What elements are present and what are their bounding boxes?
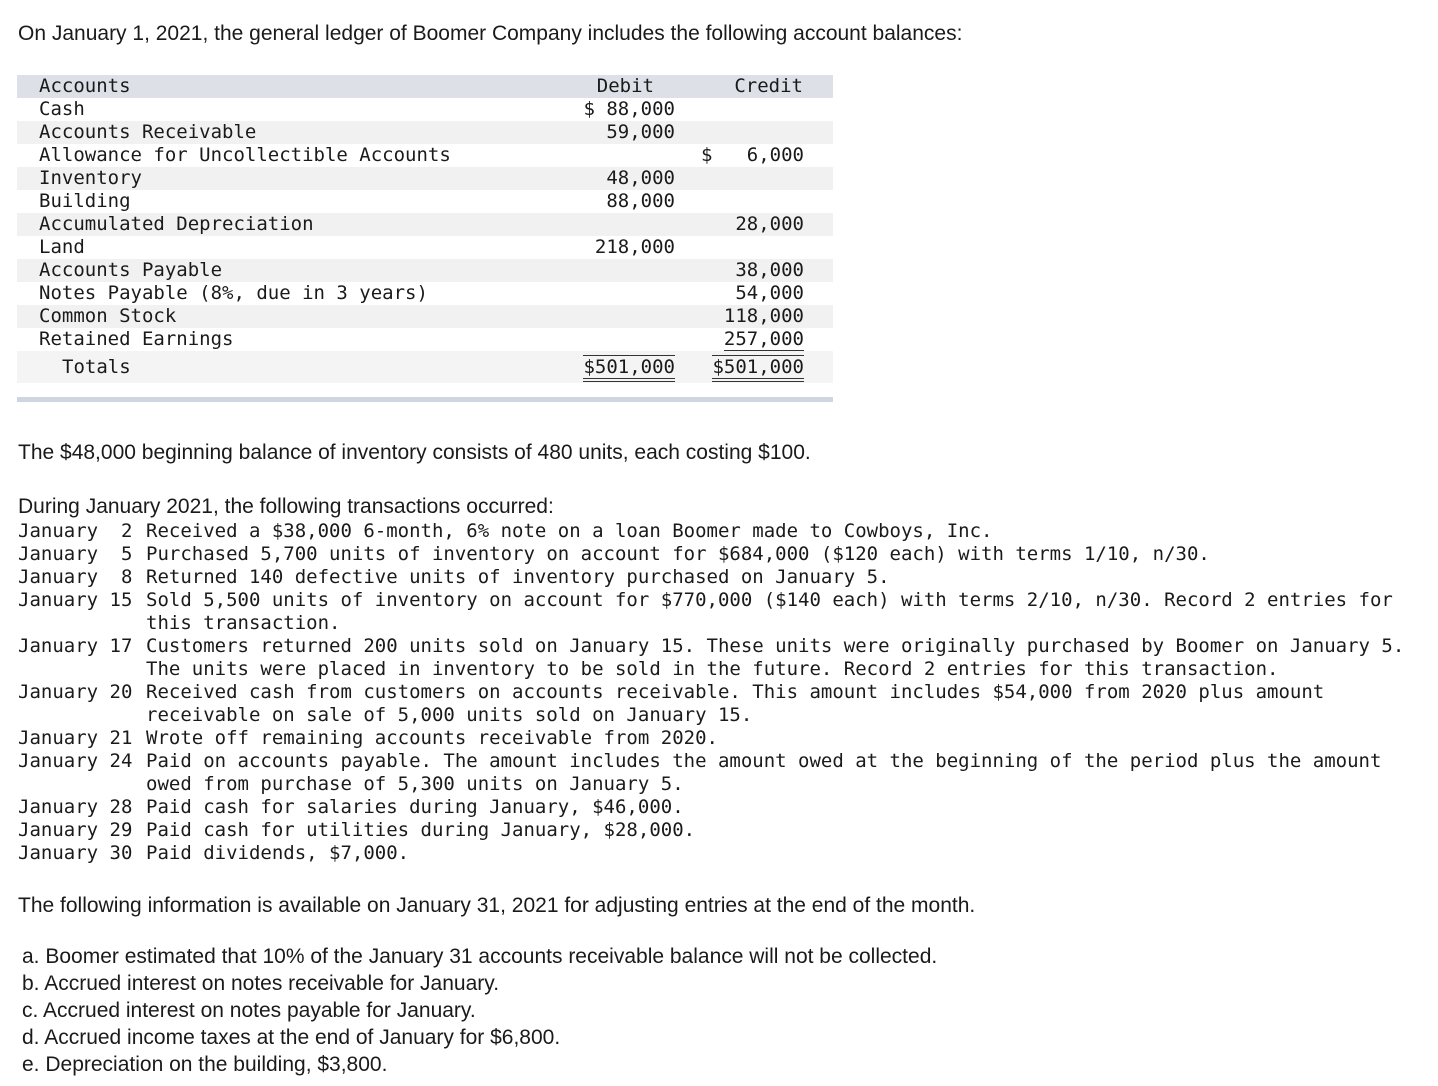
transaction-text: Purchased 5,700 units of inventory on account for $684,000 ($120 each) with terms 1/10, n/30. bbox=[146, 543, 1210, 565]
transaction-date: January 20 bbox=[18, 681, 133, 703]
account-name: Allowance for Uncollectible Accounts bbox=[39, 144, 451, 166]
adjustment-item: c. Accrued interest on notes payable for January. bbox=[22, 999, 476, 1022]
transaction-text: Customers returned 200 units sold on January 15. These units were originally purchased by Boomer on January 5. The units were placed in inventory to be sold in the future. Record 2 entries for this transaction. bbox=[146, 635, 1405, 680]
transaction-text: Paid cash for salaries during January, $46,000. bbox=[146, 796, 684, 818]
ledger-row bbox=[17, 144, 833, 167]
header-debit: Debit bbox=[596, 75, 654, 97]
credit-value: 257,000 bbox=[723, 328, 804, 350]
ledger-row bbox=[17, 121, 833, 144]
transaction-date: January 21 bbox=[18, 727, 133, 749]
account-name: Accounts Payable bbox=[39, 259, 223, 281]
credit-value: 28,000 bbox=[735, 213, 804, 235]
totals-label: Totals bbox=[62, 356, 131, 378]
adjustment-item: e. Depreciation on the building, $3,800. bbox=[22, 1053, 388, 1076]
account-name: Notes Payable (8%, due in 3 years) bbox=[39, 282, 428, 304]
ledger-row bbox=[17, 190, 833, 213]
transaction-text: Paid dividends, $7,000. bbox=[146, 842, 410, 864]
ledger-row bbox=[17, 213, 833, 236]
transaction-date: January 17 bbox=[18, 635, 133, 657]
ledger-row bbox=[17, 236, 833, 259]
transaction-date: January 29 bbox=[18, 819, 133, 841]
transaction-item bbox=[18, 589, 1433, 635]
ledger-row bbox=[17, 282, 833, 305]
header-accounts: Accounts bbox=[39, 75, 131, 97]
transaction-item bbox=[18, 543, 1433, 566]
transaction-date: January 8 bbox=[18, 566, 133, 588]
ledger-row bbox=[17, 98, 833, 121]
transactions-intro: During January 2021, the following transactions occurred: bbox=[18, 495, 554, 518]
transaction-text: Received cash from customers on accounts receivable. This amount includes $54,000 from 2020 plus amount receivable on sale of 5,000 units sold on January 15. bbox=[146, 681, 1325, 726]
ledger-row bbox=[17, 167, 833, 190]
transaction-item bbox=[18, 520, 1433, 543]
transaction-item bbox=[18, 819, 1433, 842]
ledger-row bbox=[17, 259, 833, 282]
transaction-item bbox=[18, 796, 1433, 819]
totals-credit-value: $501,000 bbox=[712, 355, 804, 382]
transaction-date: January 24 bbox=[18, 750, 133, 772]
transaction-date: January 15 bbox=[18, 589, 133, 611]
transaction-text: Paid on accounts payable. The amount includes the amount owed at the beginning of the period plus the amount owed from purchase of 5,300 units on January 5. bbox=[146, 750, 1382, 795]
transaction-date: January 28 bbox=[18, 796, 133, 818]
account-name: Land bbox=[39, 236, 85, 258]
account-name: Common Stock bbox=[39, 305, 177, 327]
transaction-text: Received a $38,000 6-month, 6% note on a loan Boomer made to Cowboys, Inc. bbox=[146, 520, 993, 542]
account-name: Cash bbox=[39, 98, 85, 120]
intro-text: On January 1, 2021, the general ledger of Boomer Company includes the following account balances: bbox=[18, 22, 963, 45]
debit-value: 218,000 bbox=[594, 236, 675, 258]
debit-value: $ 88,000 bbox=[583, 98, 675, 120]
totals-debit-value: $501,000 bbox=[583, 355, 675, 382]
adjustments-list bbox=[22, 943, 937, 1078]
credit-value: 118,000 bbox=[723, 305, 804, 327]
credit-value: 54,000 bbox=[735, 282, 804, 304]
ledger-totals-row bbox=[17, 351, 833, 383]
transaction-item bbox=[18, 635, 1433, 681]
transaction-date: January 5 bbox=[18, 543, 133, 565]
ledger-row bbox=[17, 305, 833, 328]
credit-value: 38,000 bbox=[735, 259, 804, 281]
account-name: Retained Earnings bbox=[39, 328, 234, 350]
inventory-note: The $48,000 beginning balance of inventory consists of 480 units, each costing $100. bbox=[18, 441, 811, 464]
ledger-row bbox=[17, 328, 833, 351]
account-name: Accumulated Depreciation bbox=[39, 213, 314, 235]
debit-value: 48,000 bbox=[606, 167, 675, 189]
credit-value: $ 6,000 bbox=[701, 144, 804, 166]
transaction-item bbox=[18, 750, 1433, 796]
ledger-table bbox=[17, 75, 833, 383]
transaction-text: Paid cash for utilities during January, $28,000. bbox=[146, 819, 696, 841]
transaction-date: January 30 bbox=[18, 842, 133, 864]
transaction-text: Sold 5,500 units of inventory on account for $770,000 ($140 each) with terms 2/10, n/30. Record 2 entries for this transaction. bbox=[146, 589, 1393, 634]
transaction-text: Returned 140 defective units of inventory purchased on January 5. bbox=[146, 566, 890, 588]
ledger-header-row bbox=[17, 75, 833, 98]
ledger-bottom-divider bbox=[17, 397, 833, 402]
transactions-list bbox=[18, 520, 1433, 865]
adjustment-item: d. Accrued income taxes at the end of January for $6,800. bbox=[22, 1026, 561, 1049]
header-credit: Credit bbox=[734, 75, 803, 97]
transaction-item bbox=[18, 842, 1433, 865]
adjustment-item: a. Boomer estimated that 10% of the January 31 accounts receivable balance will not be collected. bbox=[22, 945, 938, 968]
transaction-item bbox=[18, 681, 1433, 727]
adjustment-item: b. Accrued interest on notes receivable for January. bbox=[22, 972, 500, 995]
account-name: Accounts Receivable bbox=[39, 121, 257, 143]
transaction-item bbox=[18, 727, 1433, 750]
account-name: Inventory bbox=[39, 167, 142, 189]
adjusting-intro: The following information is available on January 31, 2021 for adjusting entries at the end of the month. bbox=[18, 894, 976, 917]
debit-value: 59,000 bbox=[606, 121, 675, 143]
transaction-date: January 2 bbox=[18, 520, 133, 542]
debit-value: 88,000 bbox=[606, 190, 675, 212]
totals-credit bbox=[712, 351, 804, 383]
account-name: Building bbox=[39, 190, 131, 212]
totals-debit bbox=[583, 351, 675, 383]
transaction-item bbox=[18, 566, 1433, 589]
transaction-text: Wrote off remaining accounts receivable from 2020. bbox=[146, 727, 718, 749]
